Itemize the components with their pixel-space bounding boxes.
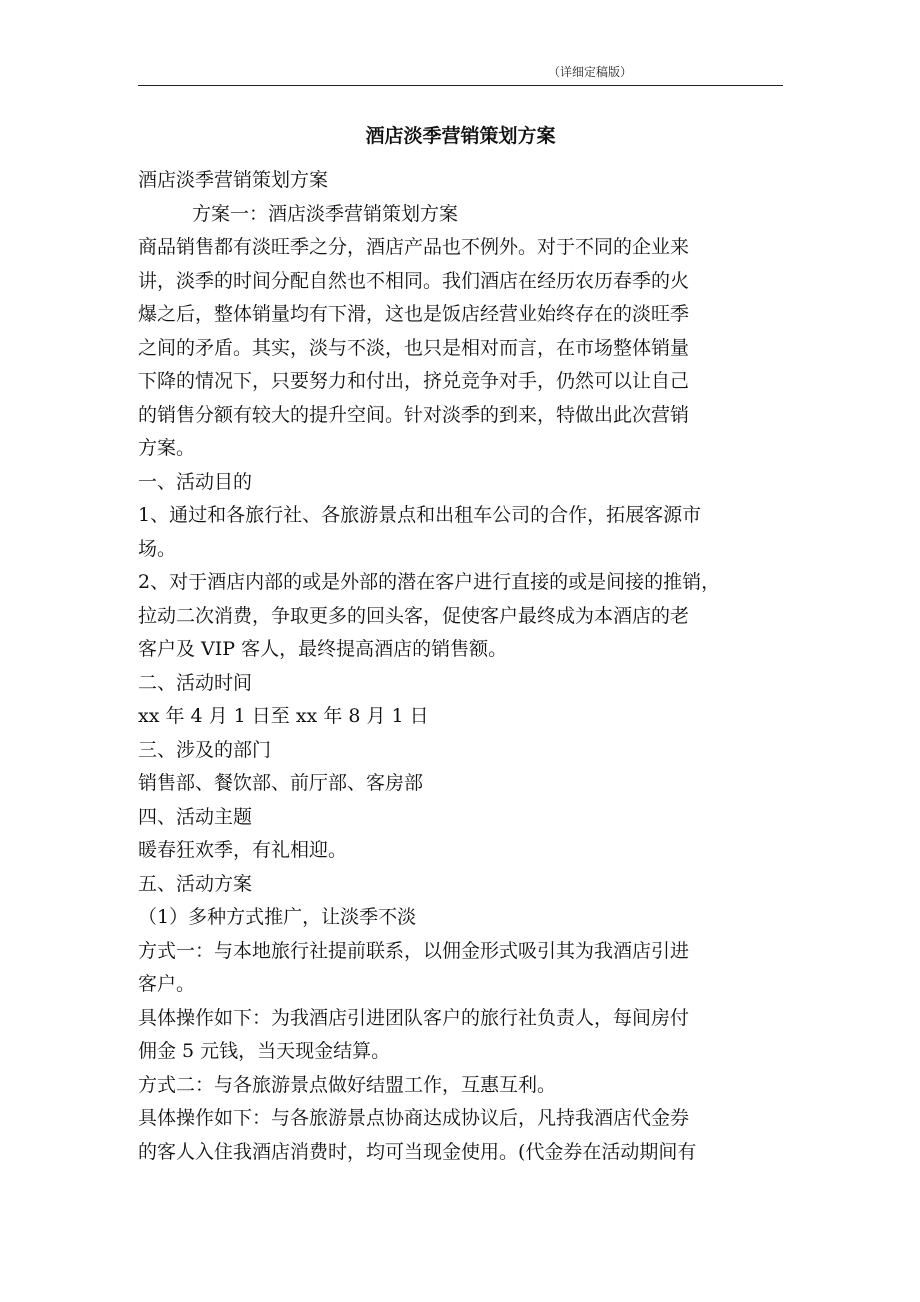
body-line: 之间的矛盾。其实，淡与不淡，也只是相对而言，在市场整体销量: [138, 336, 690, 359]
body-line: 2、对于酒店内部的或是外部的潜在客户进行直接的或是间接的推销，: [138, 571, 721, 593]
body-line: 酒店淡季营销策划方案: [138, 169, 329, 191]
body-line: 方式一：与本地旅行社提前联系，以佣金形式吸引其为我酒店引进: [138, 939, 690, 962]
body-line: 客户。: [138, 973, 196, 995]
header-divider: [138, 85, 783, 86]
section-heading: 一、活动目的: [138, 470, 253, 493]
body-line: 销售部、餐饮部、前厅部、客房部: [138, 772, 424, 794]
body-line: 的销售分额有较大的提升空间。针对淡季的到来，特做出此次营销: [138, 403, 690, 426]
body-line: 的客人入住我酒店消费时，均可当现金使用。(代金券在活动期间有: [138, 1140, 697, 1163]
subsection-heading: （1）多种方式推广，让淡季不淡: [138, 906, 417, 928]
body-line: 方式二：与各旅游景点做好结盟工作，互惠互利。: [138, 1073, 557, 1096]
body-line: 拉动二次消费，争取更多的回头客，促使客户最终成为本酒店的老: [138, 604, 690, 627]
section-heading: 四、活动主题: [138, 805, 253, 828]
body-line: 1、通过和各旅行社、各旅游景点和出租车公司的合作，拓展客源市: [138, 504, 702, 526]
body-line: 暖春狂欢季，有礼相迎。: [138, 839, 348, 861]
section-heading: 三、涉及的部门: [138, 738, 272, 761]
body-line: xx 年 4 月 1 日至 xx 年 8 月 1 日: [138, 705, 429, 727]
header-note: （详细定稿版）: [547, 65, 632, 79]
body-line: 讲，淡季的时间分配自然也不相同。我们酒店在经历农历春季的火: [138, 269, 690, 292]
body-line: 佣金 5 元钱，当天现金结算。: [138, 1040, 391, 1062]
document-title: 酒店淡季营销策划方案: [365, 125, 556, 147]
section-heading: 二、活动时间: [138, 671, 253, 694]
body-line: 商品销售都有淡旺季之分，酒店产品也不例外。对于不同的企业来: [138, 236, 690, 258]
body-line: 场。: [138, 537, 177, 560]
body-line: 方案。: [138, 437, 196, 459]
body-line: 爆之后，整体销量均有下滑，这也是饭店经营业始终存在的淡旺季: [138, 303, 690, 325]
body-line: 方案一：酒店淡季营销策划方案: [192, 202, 459, 225]
body-line: 具体操作如下：与各旅游景点协商达成协议后，凡持我酒店代金券: [138, 1107, 690, 1129]
body-line: 具体操作如下：为我酒店引进团队客户的旅行社负责人，每间房付: [138, 1006, 690, 1029]
body-line: 下降的情况下，只要努力和付出，挤兑竞争对手，仍然可以让自己: [138, 370, 690, 392]
document-body: [138, 164, 788, 1169]
section-heading: 五、活动方案: [138, 872, 253, 895]
body-line: 客户及 VIP 客人，最终提高酒店的销售额。: [138, 638, 508, 660]
